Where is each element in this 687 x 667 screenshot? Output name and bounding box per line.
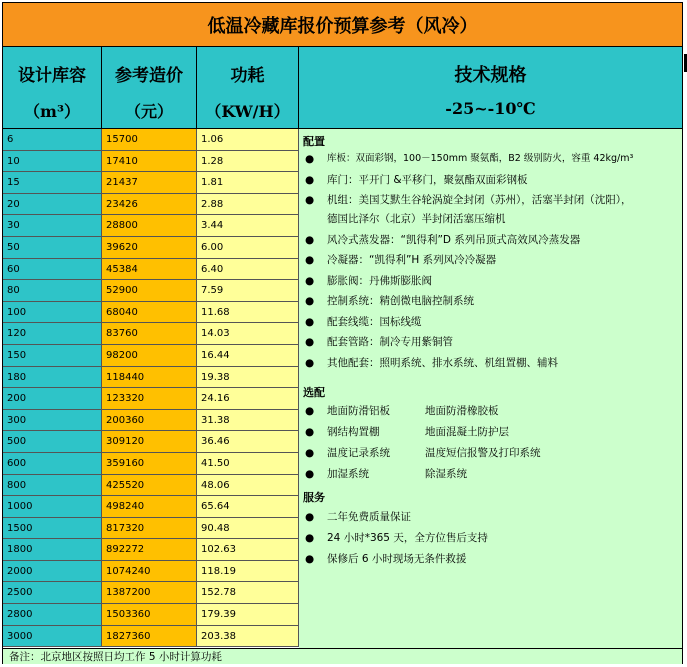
config-item-text: 膨胀阀：丹佛斯膨胀阀 bbox=[327, 274, 432, 287]
header-spec-range: -25~-10℃ bbox=[445, 99, 536, 118]
cost-cell: 45384 bbox=[102, 259, 197, 280]
table-row bbox=[3, 194, 299, 216]
capacity-cell: 30 bbox=[3, 215, 102, 236]
service-item-text: 二年免费质量保证 bbox=[327, 511, 411, 523]
power-cell: 41.50 bbox=[197, 453, 299, 474]
table-row bbox=[3, 561, 299, 583]
bullet-icon: ● bbox=[305, 426, 315, 438]
bullet-icon: ● bbox=[305, 274, 315, 287]
power-cell: 11.68 bbox=[197, 302, 299, 323]
table-row bbox=[3, 582, 299, 604]
power-cell: 6.40 bbox=[197, 259, 299, 280]
capacity-cell: 50 bbox=[3, 237, 102, 258]
capacity-cell: 150 bbox=[3, 345, 102, 366]
power-cell: 152.78 bbox=[197, 582, 299, 603]
capacity-cell: 200 bbox=[3, 388, 102, 409]
config-item-text: 风冷式蒸发器：“凯得利”D 系列吊顶式高效风冷蒸发器 bbox=[327, 233, 581, 246]
spec-panel bbox=[299, 129, 682, 648]
optional-item-b: 地面混凝土防护层 bbox=[425, 426, 509, 438]
power-cell: 1.81 bbox=[197, 172, 299, 193]
header-power bbox=[197, 47, 299, 129]
power-cell: 102.63 bbox=[197, 539, 299, 560]
power-cell: 203.38 bbox=[197, 626, 299, 647]
power-cell: 179.39 bbox=[197, 604, 299, 625]
capacity-cell: 10 bbox=[3, 151, 102, 172]
sheet-title: 低温冷藏库报价预算参考（风冷） bbox=[3, 3, 682, 47]
cost-cell: 21437 bbox=[102, 172, 197, 193]
cost-cell: 1503360 bbox=[102, 604, 197, 625]
capacity-cell: 800 bbox=[3, 475, 102, 496]
table-row bbox=[3, 367, 299, 389]
table-row bbox=[3, 604, 299, 626]
price-sheet bbox=[2, 2, 683, 664]
bullet-icon: ● bbox=[305, 315, 315, 328]
capacity-cell: 100 bbox=[3, 302, 102, 323]
config-section-title: 配置 bbox=[303, 135, 325, 148]
config-item-text: 控制系统：精创微电脑控制系统 bbox=[327, 295, 474, 307]
cost-cell: 68040 bbox=[102, 302, 197, 323]
capacity-cell: 300 bbox=[3, 410, 102, 431]
bullet-icon: ● bbox=[305, 511, 315, 523]
table-row bbox=[3, 539, 299, 561]
capacity-cell: 20 bbox=[3, 194, 102, 215]
table-row bbox=[3, 626, 299, 648]
cost-cell: 309120 bbox=[102, 431, 197, 452]
capacity-cell: 180 bbox=[3, 367, 102, 388]
capacity-cell: 600 bbox=[3, 453, 102, 474]
bullet-icon: ● bbox=[305, 194, 315, 206]
table-row bbox=[3, 345, 299, 367]
table-row bbox=[3, 302, 299, 324]
config-item-text: 库门：平开门 &平移门，聚氨酯双面彩钢板 bbox=[327, 173, 528, 186]
capacity-cell: 1800 bbox=[3, 539, 102, 560]
optional-item-b: 温度短信报警及打印系统 bbox=[425, 447, 541, 459]
capacity-cell: 500 bbox=[3, 431, 102, 452]
config-item-text: 配套线缆：国标线缆 bbox=[327, 315, 422, 328]
optional-section-title: 选配 bbox=[303, 386, 325, 399]
header-capacity-unit: （m³） bbox=[24, 102, 80, 121]
capacity-cell: 80 bbox=[3, 280, 102, 301]
config-item-text: 其他配套：照明系统、排水系统、机组置棚、辅料 bbox=[327, 356, 558, 369]
table-row bbox=[3, 323, 299, 345]
capacity-cell: 2800 bbox=[3, 604, 102, 625]
optional-item-a: 钢结构置棚 bbox=[327, 426, 380, 438]
config-item-text: 冷凝器：“凯得利”H 系列风冷冷凝器 bbox=[327, 254, 497, 266]
header-cost bbox=[102, 47, 197, 129]
bullet-icon: ● bbox=[305, 447, 315, 459]
header-capacity bbox=[3, 47, 102, 129]
power-cell: 90.48 bbox=[197, 518, 299, 539]
table-row bbox=[3, 172, 299, 194]
bullet-icon: ● bbox=[305, 468, 315, 480]
bullet-icon: ● bbox=[305, 153, 315, 165]
optional-item-a: 温度记录系统 bbox=[327, 447, 390, 459]
service-item-text: 保修后 6 小时现场无条件救援 bbox=[327, 553, 467, 565]
header-power-unit: （KW/H） bbox=[205, 102, 290, 121]
cost-cell: 118440 bbox=[102, 367, 197, 388]
price-table bbox=[3, 129, 299, 647]
power-cell: 118.19 bbox=[197, 561, 299, 582]
power-cell: 48.06 bbox=[197, 475, 299, 496]
table-row bbox=[3, 151, 299, 173]
cost-cell: 817320 bbox=[102, 518, 197, 539]
optional-item-b: 除湿系统 bbox=[425, 468, 467, 480]
cost-cell: 39620 bbox=[102, 237, 197, 258]
optional-item-b: 地面防滑橡胶板 bbox=[425, 405, 499, 417]
table-row bbox=[3, 496, 299, 518]
table-row bbox=[3, 215, 299, 237]
cost-cell: 1074240 bbox=[102, 561, 197, 582]
footnote: 备注：北京地区按照日均工作 5 小时计算功耗 bbox=[3, 648, 682, 664]
power-cell: 36.46 bbox=[197, 431, 299, 452]
capacity-cell: 1000 bbox=[3, 496, 102, 517]
bullet-icon: ● bbox=[305, 405, 315, 417]
power-cell: 3.44 bbox=[197, 215, 299, 236]
bullet-icon: ● bbox=[305, 173, 315, 186]
bullet-icon: ● bbox=[305, 254, 315, 266]
capacity-cell: 2500 bbox=[3, 582, 102, 603]
power-cell: 16.44 bbox=[197, 345, 299, 366]
service-item-text: 24 小时*365 天，全方位售后支持 bbox=[327, 532, 488, 544]
bullet-icon: ● bbox=[305, 356, 315, 369]
optional-item-a: 地面防滑铝板 bbox=[327, 405, 390, 417]
capacity-cell: 60 bbox=[3, 259, 102, 280]
table-row bbox=[3, 259, 299, 281]
bullet-icon: ● bbox=[305, 336, 315, 348]
power-cell: 19.38 bbox=[197, 367, 299, 388]
header-capacity-label: 设计库容 bbox=[18, 66, 86, 86]
capacity-cell: 3000 bbox=[3, 626, 102, 647]
table-row bbox=[3, 129, 299, 151]
power-cell: 1.06 bbox=[197, 129, 299, 150]
cost-cell: 892272 bbox=[102, 539, 197, 560]
cost-cell: 98200 bbox=[102, 345, 197, 366]
capacity-cell: 2000 bbox=[3, 561, 102, 582]
optional-item-a: 加湿系统 bbox=[327, 468, 369, 480]
capacity-cell: 1500 bbox=[3, 518, 102, 539]
config-item-text: 机组：美国艾默生谷轮涡旋全封闭（苏州），活塞半封闭（沈阳）， bbox=[327, 194, 632, 206]
cost-cell: 1387200 bbox=[102, 582, 197, 603]
bullet-icon: ● bbox=[305, 233, 315, 246]
cost-cell: 17410 bbox=[102, 151, 197, 172]
power-cell: 6.00 bbox=[197, 237, 299, 258]
power-cell: 7.59 bbox=[197, 280, 299, 301]
table-row bbox=[3, 518, 299, 540]
cost-cell: 498240 bbox=[102, 496, 197, 517]
power-cell: 1.28 bbox=[197, 151, 299, 172]
header-power-label: 功耗 bbox=[230, 66, 265, 86]
config-item-text: 配套管路：制冷专用紫铜管 bbox=[327, 336, 453, 348]
bullet-icon: ● bbox=[305, 532, 315, 544]
capacity-cell: 15 bbox=[3, 172, 102, 193]
power-cell: 14.03 bbox=[197, 323, 299, 344]
power-cell: 65.64 bbox=[197, 496, 299, 517]
table-row bbox=[3, 388, 299, 410]
table-row bbox=[3, 475, 299, 497]
service-section-title: 服务 bbox=[303, 491, 325, 504]
config-item-text: 库板：双面彩钢，100－150mm 聚氨酯，B2 级别防火，容重 42kg/m³ bbox=[327, 153, 634, 164]
cost-cell: 123320 bbox=[102, 388, 197, 409]
power-cell: 24.16 bbox=[197, 388, 299, 409]
cost-cell: 1827360 bbox=[102, 626, 197, 647]
header-spec-label: 技术规格 bbox=[454, 65, 527, 86]
table-row bbox=[3, 410, 299, 432]
config-item-text: 德国比泽尔（北京）半封闭活塞压缩机 bbox=[327, 213, 506, 225]
cost-cell: 23426 bbox=[102, 194, 197, 215]
table-row bbox=[3, 453, 299, 475]
power-cell: 2.88 bbox=[197, 194, 299, 215]
cost-cell: 83760 bbox=[102, 323, 197, 344]
table-row bbox=[3, 237, 299, 259]
cost-cell: 200360 bbox=[102, 410, 197, 431]
power-cell: 31.38 bbox=[197, 410, 299, 431]
cost-cell: 359160 bbox=[102, 453, 197, 474]
bullet-icon: ● bbox=[305, 295, 315, 307]
bullet-icon: ● bbox=[305, 553, 315, 565]
cost-cell: 425520 bbox=[102, 475, 197, 496]
capacity-cell: 6 bbox=[3, 129, 102, 150]
table-row bbox=[3, 431, 299, 453]
header-cost-label: 参考造价 bbox=[115, 66, 183, 86]
header-spec bbox=[299, 47, 682, 129]
header-cost-unit: （元） bbox=[124, 102, 173, 121]
cost-cell: 52900 bbox=[102, 280, 197, 301]
cost-cell: 15700 bbox=[102, 129, 197, 150]
table-row bbox=[3, 280, 299, 302]
capacity-cell: 120 bbox=[3, 323, 102, 344]
cost-cell: 28800 bbox=[102, 215, 197, 236]
